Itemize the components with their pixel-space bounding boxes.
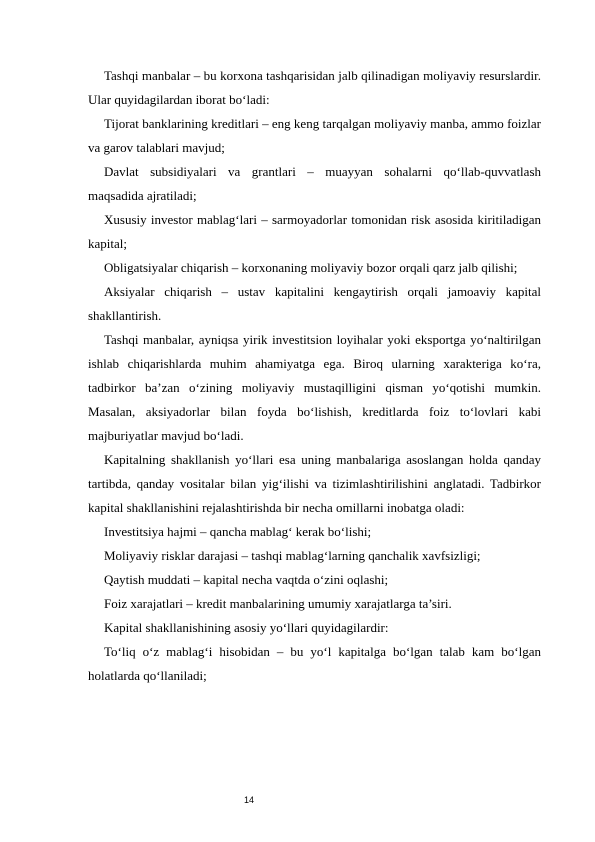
paragraph-formation-ways: Kapital shakllanishining asosiy yo‘llari quyidagilardir: [104, 620, 389, 635]
list-item-financial-risks: Moliyaviy risklar darajasi – tashqi mablag‘larning qanchalik xavfsizligi; [104, 548, 481, 563]
paragraph-external-importance: Tashqi manbalar, ayniqsa yirik investitsion loyihalar yoki eksportga yo‘naltirilgan ishlab chiqarishlarda muhim ahamiyatga ega. Biroq ularning xarakteriga ko‘ra, tadbirkor ba’zan o‘zining moliyaviy mustaqilligini qisman yo‘qotishi mumkin. Masalan, aksiyadorlar bilan foyda bo‘lishish, kreditlarda foiz to‘lovlari kabi majburiyatlar mavjud bo‘ladi. [88, 332, 541, 443]
paragraph-external-sources: Tashqi manbalar – bu korxona tashqarisidan jalb qilinadigan moliyaviy resurslardir. Ular quyidagilardan iborat bo‘ladi: [88, 68, 541, 107]
list-item-own-funds: To‘liq o‘z mablag‘i hisobidan – bu yo‘l kapitalga bo‘lgan talab kam bo‘lgan holatlarda qo‘llaniladi; [88, 644, 541, 683]
list-item-bank-credits: Tijorat banklarining kreditlari – eng keng tarqalgan moliyaviy manba, ammo foizlar va garov talablari mavjud; [88, 116, 541, 155]
document-body [88, 64, 541, 688]
list-item-investment-volume: Investitsiya hajmi – qancha mablag‘ kerak bo‘lishi; [104, 524, 372, 539]
page-number: 14 [244, 795, 255, 805]
paragraph-capital-formation: Kapitalning shakllanish yo‘llari esa uning manbalariga asoslangan holda qanday tartibda, qanday vositalar bilan yig‘ilishi va tizimlashtirilishini anglatadi. Tadbirkor kapital shakllanishini rejalashtirishda bir necha omillarni inobatga oladi: [88, 452, 541, 515]
list-item-private-investors: Xususiy investor mablag‘lari – sarmoyadorlar tomonidan risk asosida kiritiladigan kapital; [88, 212, 541, 251]
list-item-bonds: Obligatsiyalar chiqarish – korxonaning moliyaviy bozor orqali qarz jalb qilishi; [104, 260, 518, 275]
list-item-payback-period: Qaytish muddati – kapital necha vaqtda o‘zini oqlashi; [104, 572, 389, 587]
list-item-state-subsidies: Davlat subsidiyalari va grantlari – muayyan sohalarni qo‘llab-quvvatlash maqsadida ajratiladi; [88, 164, 541, 203]
list-item-interest-costs: Foiz xarajatlari – kredit manbalarining umumiy xarajatlarga ta’siri. [104, 596, 452, 611]
list-item-shares: Aksiyalar chiqarish – ustav kapitalini kengaytirish orqali jamoaviy kapital shakllantirish. [88, 284, 541, 323]
